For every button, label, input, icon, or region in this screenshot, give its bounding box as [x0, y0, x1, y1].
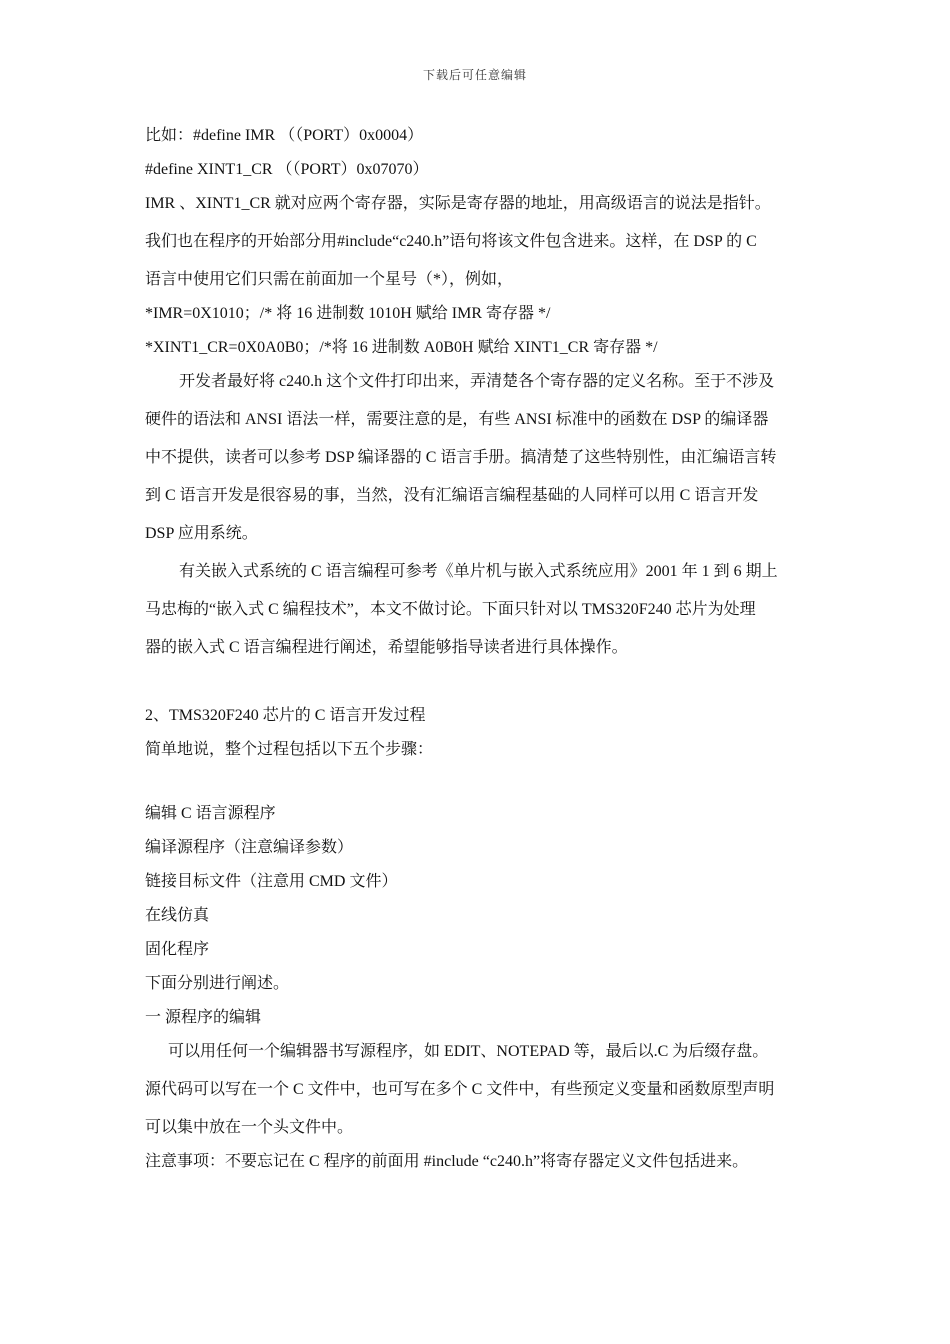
paragraph-start: 开发者最好将 c240.h 这个文件打印出来，弄清楚各个寄存器的定义名称。至于不涉及: [179, 373, 775, 390]
text-line: IMR 、XINT1_CR 就对应两个寄存器，实际是寄存器的地址，用高级语言的说法是指针。: [145, 195, 771, 212]
step-item: 编辑 C 语言源程序: [145, 805, 276, 822]
text-line: 我们也在程序的开始部分用#include“c240.h”语句将该文件包含进来。这样，在 DSP 的 C: [145, 233, 757, 250]
note-line: 注意事项：不要忘记在 C 程序的前面用 #include “c240.h”将寄存器定义文件包括进来。: [145, 1153, 749, 1170]
text-line: 马忠梅的“嵌入式 C 编程技术”，本文不做讨论。下面只针对以 TMS320F240 芯片为处理: [145, 601, 756, 618]
text-line: 源代码可以写在一个 C 文件中，也可写在多个 C 文件中，有些预定义变量和函数原型声明: [145, 1081, 775, 1098]
step-item: 编译源程序（注意编译参数）: [145, 839, 354, 856]
text-line: 中不提供，读者可以参考 DSP 编译器的 C 语言手册。搞清楚了这些特别性，由汇编语言转: [145, 449, 777, 466]
text-line: 简单地说，整个过程包括以下五个步骤：: [145, 741, 434, 758]
text-line: 器的嵌入式 C 语言编程进行阐述，希望能够指导读者进行具体操作。: [145, 639, 628, 656]
text-line: 可以集中放在一个头文件中。: [145, 1119, 354, 1136]
text-line: 语言中使用它们只需在前面加一个星号（*），例如，: [145, 271, 514, 288]
blank-line: [145, 762, 810, 788]
text-line: 硬件的语法和 ANSI 语法一样，需要注意的是，有些 ANSI 标准中的函数在 DSP 的编译器: [145, 411, 769, 428]
paragraph-start: 可以用任何一个编辑器书写源程序，如 EDIT、NOTEPAD 等，最后以.C 为后缀存盘。: [168, 1043, 769, 1060]
document-body: [145, 124, 810, 1174]
step-item: 固化程序: [145, 941, 210, 958]
paragraph-start: 有关嵌入式系统的 C 语言编程可参考《单片机与嵌入式系统应用》2001 年 1 到 6 期上: [179, 563, 778, 580]
page-header: 下载后可任意编辑: [422, 68, 527, 82]
text-line: DSP 应用系统。: [145, 525, 258, 542]
step-item: 在线仿真: [145, 907, 210, 924]
section-heading: 2、TMS320F240 芯片的 C 语言开发过程: [145, 707, 426, 724]
text-line: 到 C 语言开发是很容易的事，当然，没有汇编语言编程基础的人同样可以用 C 语言开发: [145, 487, 759, 504]
step-item: 链接目标文件（注意用 CMD 文件）: [145, 873, 398, 890]
blank-line: [145, 660, 810, 690]
text-line: 下面分别进行阐述。: [145, 975, 290, 992]
text-line: 比如：#define IMR （（PORT）0x0004）: [145, 127, 424, 144]
subsection-heading: 一 源程序的编辑: [145, 1009, 262, 1026]
text-line: *IMR=0X1010；/* 将 16 进制数 1010H 赋给 IMR 寄存器 */: [145, 305, 551, 322]
text-line: #define XINT1_CR （（PORT）0x07070）: [145, 161, 429, 178]
text-line: *XINT1_CR=0X0A0B0；/*将 16 进制数 A0B0H 赋给 XINT1_CR 寄存器 */: [145, 339, 658, 356]
